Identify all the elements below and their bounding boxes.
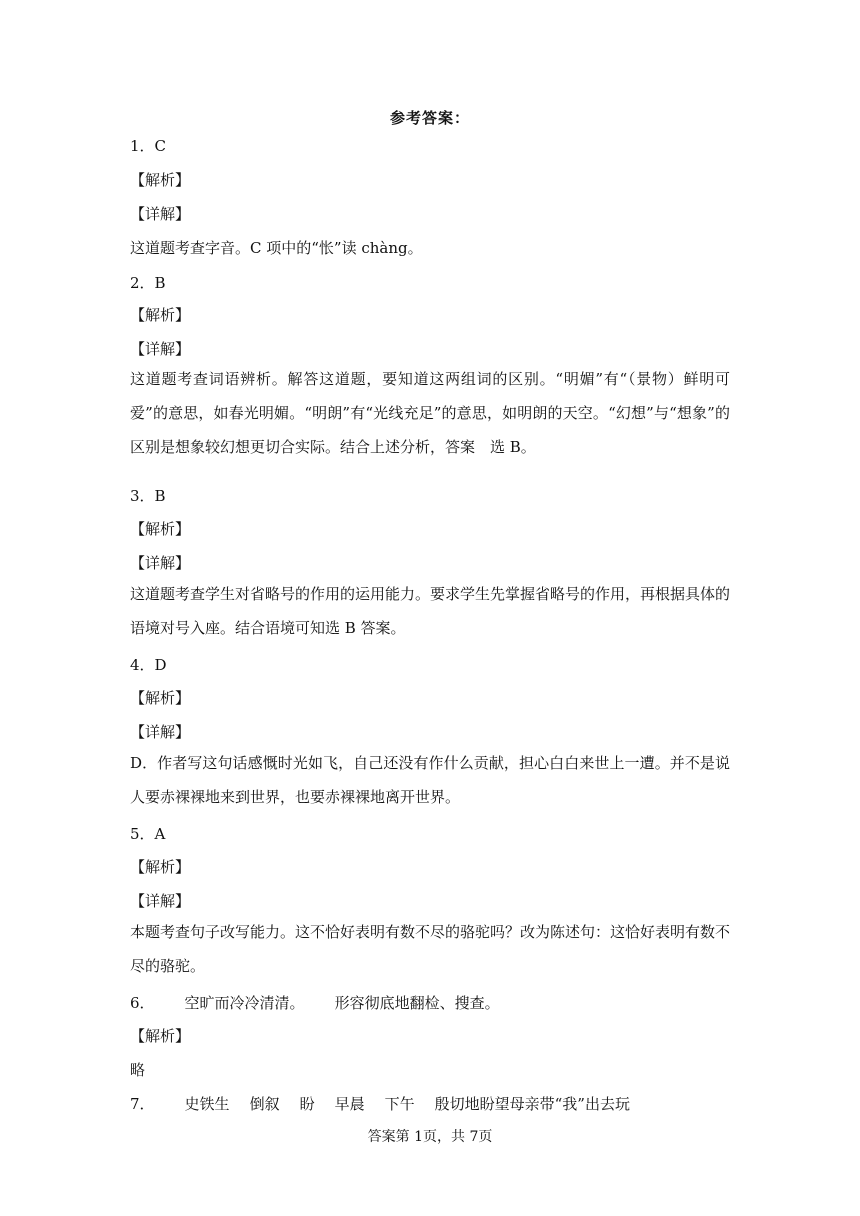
q2-detail-label: 【详解】 (130, 340, 191, 358)
q7-answer-3: 盼 (299, 1095, 315, 1113)
q3-analysis-label: 【解析】 (130, 520, 191, 538)
q7-answer-1: 史铁生 (184, 1095, 230, 1113)
q6-number: 6． (130, 994, 155, 1012)
q6-note: 略 (130, 1061, 146, 1079)
q7-answer-6: 殷切地盼望母亲带“我”出去玩 (434, 1095, 630, 1113)
q6-answer-1: 空旷而冷冷清清。 (184, 994, 305, 1012)
q5-analysis-label: 【解析】 (130, 858, 191, 876)
q2-number: 2．B (130, 274, 166, 292)
q1-explanation: 这道题考查字音。C 项中的“怅”读 chàng。 (130, 239, 423, 257)
q4-detail-label: 【详解】 (130, 723, 191, 741)
q2-analysis-label: 【解析】 (130, 306, 191, 324)
q2-explanation: 这道题考查词语辨析。解答这道题，要知道这两组词的区别。“明媚”有“（景物）鲜明可爱”的意思，如春光明媚。“明朗”有“光线充足”的意思，如明朗的天空。“幻想”与“想象”的区别是想象较幻想更切合实际。结合上述分析，答案 选 B。 (130, 370, 730, 456)
q7-answer-2: 倒叙 (249, 1095, 280, 1113)
q6-line (130, 992, 500, 1013)
q4-explanation: D．作者写这句话感慨时光如飞，自己还没有作什么贡献，担心白白来世上一遭。并不是说人要赤裸裸地来到世界，也要赤裸裸地离开世界。 (130, 754, 730, 806)
q5-detail-label: 【详解】 (130, 892, 191, 910)
q5-explanation: 本题考查句子改写能力。这不恰好表明有数不尽的骆驼吗？改为陈述句：这恰好表明有数不尽的骆驼。 (130, 923, 731, 975)
q3-number: 3．B (130, 487, 166, 505)
q5-number: 5．A (130, 825, 166, 843)
q7-answer-5: 下午 (384, 1095, 415, 1113)
page-title: 参考答案： (389, 109, 470, 127)
q6-answer-2: 形容彻底地翻检、搜查。 (334, 994, 500, 1012)
q4-number: 4．D (130, 656, 167, 674)
q1-detail-label: 【详解】 (130, 205, 191, 223)
q6-analysis-label: 【解析】 (130, 1027, 191, 1045)
page-footer: 答案第 1页，共 7页 (367, 1129, 493, 1145)
q4-analysis-label: 【解析】 (130, 689, 191, 707)
q7-number: 7． (130, 1095, 155, 1113)
q7-line (130, 1093, 630, 1114)
q7-answer-4: 早晨 (334, 1095, 365, 1113)
q1-analysis-label: 【解析】 (130, 171, 191, 189)
q3-detail-label: 【详解】 (130, 554, 191, 572)
q1-number: 1．C (130, 137, 167, 155)
q3-explanation: 这道题考查学生对省略号的作用的运用能力。要求学生先掌握省略号的作用，再根据具体的语境对号入座。结合语境可知选 B 答案。 (130, 585, 731, 637)
